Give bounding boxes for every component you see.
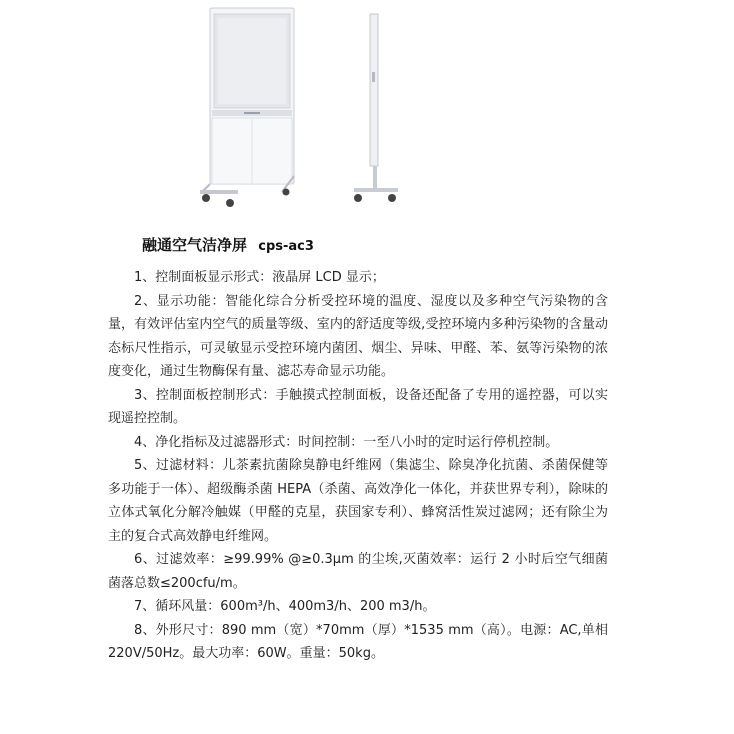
product-model: cps-ac3 — [258, 239, 314, 254]
spec-list — [108, 266, 608, 666]
spec-item-8: 8、外形尺寸：890 mm（宽）*70mm（厚）*1535 mm（高）。电源：AC,单相 220V/50Hz。最大功率：60W。重量：50kg。 — [108, 622, 608, 661]
spec-item-5: 5、过滤材料：儿茶素抗菌除臭静电纤维网（集滤尘、除臭净化抗菌、杀菌保健等多功能于一体）、超级酶杀菌 HEPA（杀菌、高效净化一体化，并获世界专利），除味的立体式氧化分解冷触媒（甲醛的克星，获国家专利）、蜂窝活性炭过滤网；还有除尘为主的复合式高效静电纤维网。 — [108, 458, 608, 544]
spec-item-6: 6、过滤效率：≥99.99% @≥0.3μm 的尘埃,灭菌效率：运行 2 小时后空气细菌菌落总数≤200cfu/m。 — [108, 552, 608, 591]
product-title — [142, 234, 314, 255]
purifier-side-image — [352, 12, 400, 208]
spec-item-7: 7、循环风量：600m³/h、400m3/h、200 m3/h。 — [134, 599, 436, 614]
spec-item-3: 3、控制面板控制形式：手触摸式控制面板，设备还配备了专用的遥控器，可以实现遥控控制。 — [108, 387, 608, 426]
spec-item-1: 1、控制面板显示形式：液晶屏 LCD 显示； — [134, 270, 385, 285]
product-name: 融通空气洁净屏 — [142, 236, 248, 254]
purifier-front-image — [198, 6, 298, 210]
spec-item-2: 2、显示功能：智能化综合分析受控环境的温度、湿度以及多种空气污染物的含量，有效评估室内空气的质量等级、室内的舒适度等级,受控环境内多种污染物的含量动态标尺性指示，可灵敏显示受控环境内菌团、烟尘、异味、甲醛、苯、氨等污染物的浓度变化，通过生物酶保有量、滤芯寿命显示功能。 — [108, 293, 608, 379]
spec-item-4: 4、净化指标及过滤器形式：时间控制：一至八小时的定时运行停机控制。 — [134, 434, 559, 450]
